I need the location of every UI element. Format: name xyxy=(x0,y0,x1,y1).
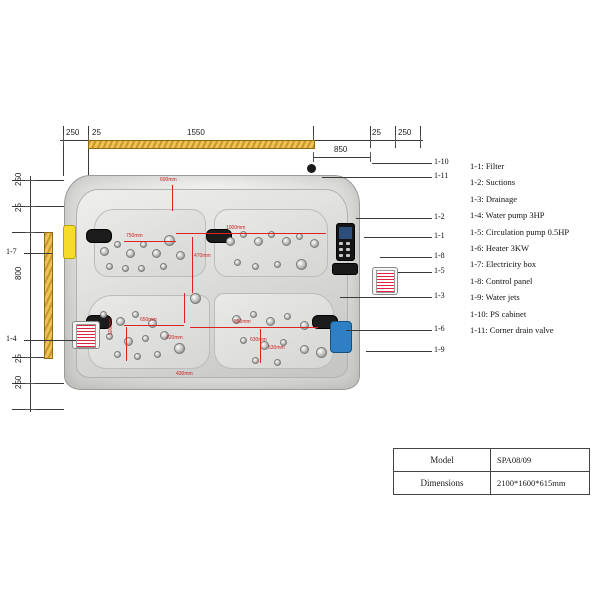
lounge-seat xyxy=(88,295,210,369)
spec-key-dimensions: Dimensions xyxy=(394,472,491,495)
tick xyxy=(25,206,35,207)
water-jet xyxy=(310,239,319,248)
leader-1-6 xyxy=(346,330,432,331)
callout-1-1: 1-1 xyxy=(434,231,445,240)
legend-item: 1-6: Heater 3KW xyxy=(470,243,530,254)
dim-top-25-right: 25 xyxy=(372,128,381,137)
water-jet xyxy=(300,321,309,330)
left-dimension-rule xyxy=(30,176,31,412)
tick xyxy=(25,409,35,410)
spa-top-view-drawing xyxy=(64,175,360,390)
leader-1-3 xyxy=(340,297,432,298)
water-jet xyxy=(132,311,139,318)
control-panel-button xyxy=(346,242,350,245)
table-row xyxy=(394,449,590,472)
control-panel-screen xyxy=(339,227,352,239)
dim-top-850: 850 xyxy=(334,145,348,154)
spec-value-model: SPA08/09 xyxy=(491,449,590,472)
table-row xyxy=(394,472,590,495)
control-panel-button xyxy=(339,254,343,257)
tick xyxy=(370,152,371,162)
legend-item: 1-7: Electricity box xyxy=(470,259,537,270)
water-jet xyxy=(296,233,303,240)
callout-1-3: 1-3 xyxy=(434,291,445,300)
dim-left-25-bot: 25 xyxy=(14,354,23,363)
water-jet xyxy=(252,263,259,270)
spec-value-dimensions: 2100*1600*615mm xyxy=(491,472,590,495)
leader-1-9 xyxy=(366,351,432,352)
drainage-port xyxy=(190,293,201,304)
tick xyxy=(395,135,396,145)
water-jet xyxy=(134,353,141,360)
water-jet xyxy=(254,237,263,246)
filter-unit xyxy=(332,263,358,275)
tick xyxy=(25,232,35,233)
leader-1-4 xyxy=(24,340,76,341)
callout-1-8: 1-8 xyxy=(434,251,445,260)
internal-dim-label: 850mm xyxy=(234,319,251,325)
water-jet xyxy=(234,259,241,266)
control-panel-button xyxy=(346,248,350,251)
water-jet xyxy=(274,359,281,366)
water-jet xyxy=(114,241,121,248)
headrest xyxy=(86,229,112,243)
control-panel xyxy=(336,223,355,261)
legend-item: 1-4: Water pump 3HP xyxy=(470,210,545,221)
legend-item: 1-2: Suctions xyxy=(470,177,516,188)
water-jet xyxy=(226,237,235,246)
legend-item: 1-3: Drainage xyxy=(470,193,517,204)
seat-front-right xyxy=(214,293,334,369)
leader-1-11 xyxy=(322,177,432,178)
water-jet xyxy=(142,335,149,342)
spec-key-model: Model xyxy=(394,449,491,472)
legend-item: 1-10: PS cabinet xyxy=(470,308,527,319)
internal-dim-label: 630mm xyxy=(250,337,267,343)
water-jet xyxy=(252,357,259,364)
suction-port xyxy=(316,347,327,358)
internal-dim-label: 1000mm xyxy=(226,225,246,231)
tick xyxy=(25,180,35,181)
water-jet xyxy=(274,261,281,268)
leader-1-1 xyxy=(364,237,432,238)
legend-item: 1-8: Control panel xyxy=(470,275,533,286)
tick xyxy=(25,383,35,384)
water-jet xyxy=(106,263,113,270)
ext-line-left-outer xyxy=(63,126,64,176)
internal-dim-label: 470mm xyxy=(194,253,211,259)
internal-dim-line xyxy=(192,237,193,293)
internal-dim-line xyxy=(184,293,185,323)
dim-left-800: 800 xyxy=(14,266,23,280)
water-jet xyxy=(126,249,135,258)
callout-1-9: 1-9 xyxy=(434,345,445,354)
water-jet xyxy=(154,351,161,358)
callout-1-10: 1-10 xyxy=(434,157,449,166)
water-jet xyxy=(100,247,109,256)
control-panel-button xyxy=(339,248,343,251)
leader-1-10 xyxy=(372,163,432,164)
legend-list xyxy=(470,158,595,338)
callout-1-11: 1-11 xyxy=(434,171,449,180)
internal-dim-label: 750mm xyxy=(126,233,143,239)
leader-1-8 xyxy=(380,257,432,258)
ext-line-left-inner xyxy=(88,126,89,176)
water-jet xyxy=(160,263,167,270)
internal-dim-line xyxy=(176,233,326,234)
internal-dim-label: 430mm xyxy=(176,371,193,377)
callout-1-2: 1-2 xyxy=(434,212,445,221)
tick xyxy=(25,357,35,358)
ps-cabinet-hatch-bar xyxy=(88,140,315,149)
internal-dim-line xyxy=(126,327,127,361)
callout-1-5: 1-5 xyxy=(434,266,445,275)
control-panel-button xyxy=(339,242,343,245)
water-jet xyxy=(250,311,257,318)
internal-dim-line xyxy=(260,329,261,363)
water-jet xyxy=(100,311,107,318)
control-panel-button xyxy=(346,254,350,257)
dim-850-rule xyxy=(313,157,370,158)
water-jet xyxy=(176,251,185,260)
dim-top-250-left: 250 xyxy=(66,128,80,137)
suction-port xyxy=(174,343,185,354)
tick xyxy=(370,135,371,145)
water-jet xyxy=(300,345,309,354)
internal-dim-line xyxy=(124,241,176,242)
dim-top-250-right: 250 xyxy=(398,128,412,137)
heater-unit xyxy=(330,321,352,353)
water-jet xyxy=(240,337,247,344)
water-jet xyxy=(140,241,147,248)
tick xyxy=(63,135,64,145)
internal-dim-line xyxy=(124,325,184,326)
electricity-box-marker xyxy=(63,225,76,259)
water-jet xyxy=(138,265,145,272)
dim-left-25-top: 25 xyxy=(14,203,23,212)
legend-item: 1-9: Water jets xyxy=(470,292,520,303)
dim-left-250-top: 250 xyxy=(14,172,23,186)
leader-1-7 xyxy=(24,253,52,254)
water-jet xyxy=(282,237,291,246)
water-pump-unit xyxy=(72,321,100,349)
internal-dim-line xyxy=(190,327,318,328)
circulation-pump-unit xyxy=(372,267,398,295)
dim-top-25-left: 25 xyxy=(92,128,101,137)
dim-left-250-bot: 250 xyxy=(14,375,23,389)
internal-dim-line xyxy=(172,185,173,211)
spec-table xyxy=(393,448,590,495)
tick xyxy=(313,152,314,162)
leader-1-5 xyxy=(398,272,432,273)
dim-top-1550: 1550 xyxy=(187,128,205,137)
callout-1-7: 1-7 xyxy=(6,247,17,256)
callout-1-4: 1-4 xyxy=(6,334,17,343)
water-jet xyxy=(114,351,121,358)
ext-line-bot-outer xyxy=(12,409,64,410)
internal-dim-label: 650mm xyxy=(140,317,157,323)
leader-1-2 xyxy=(356,218,432,219)
internal-dim-label: 600mm xyxy=(160,177,177,183)
corner-drain-valve xyxy=(307,164,316,173)
water-jet xyxy=(284,313,291,320)
suction-port xyxy=(296,259,307,270)
internal-dim-label: 530mm xyxy=(268,345,285,351)
water-jet xyxy=(122,265,129,272)
tick xyxy=(420,135,421,145)
legend-item: 1-5: Circulation pump 0.5HP xyxy=(470,226,570,237)
water-jet xyxy=(152,249,161,258)
legend-item: 1-1: Filter xyxy=(470,161,505,171)
legend-item: 1-11: Corner drain valve xyxy=(470,325,554,336)
callout-1-6: 1-6 xyxy=(434,324,445,333)
internal-dim-label: 500mm xyxy=(108,318,114,335)
water-jet xyxy=(266,317,275,326)
internal-dim-label: 420mm xyxy=(166,335,183,341)
